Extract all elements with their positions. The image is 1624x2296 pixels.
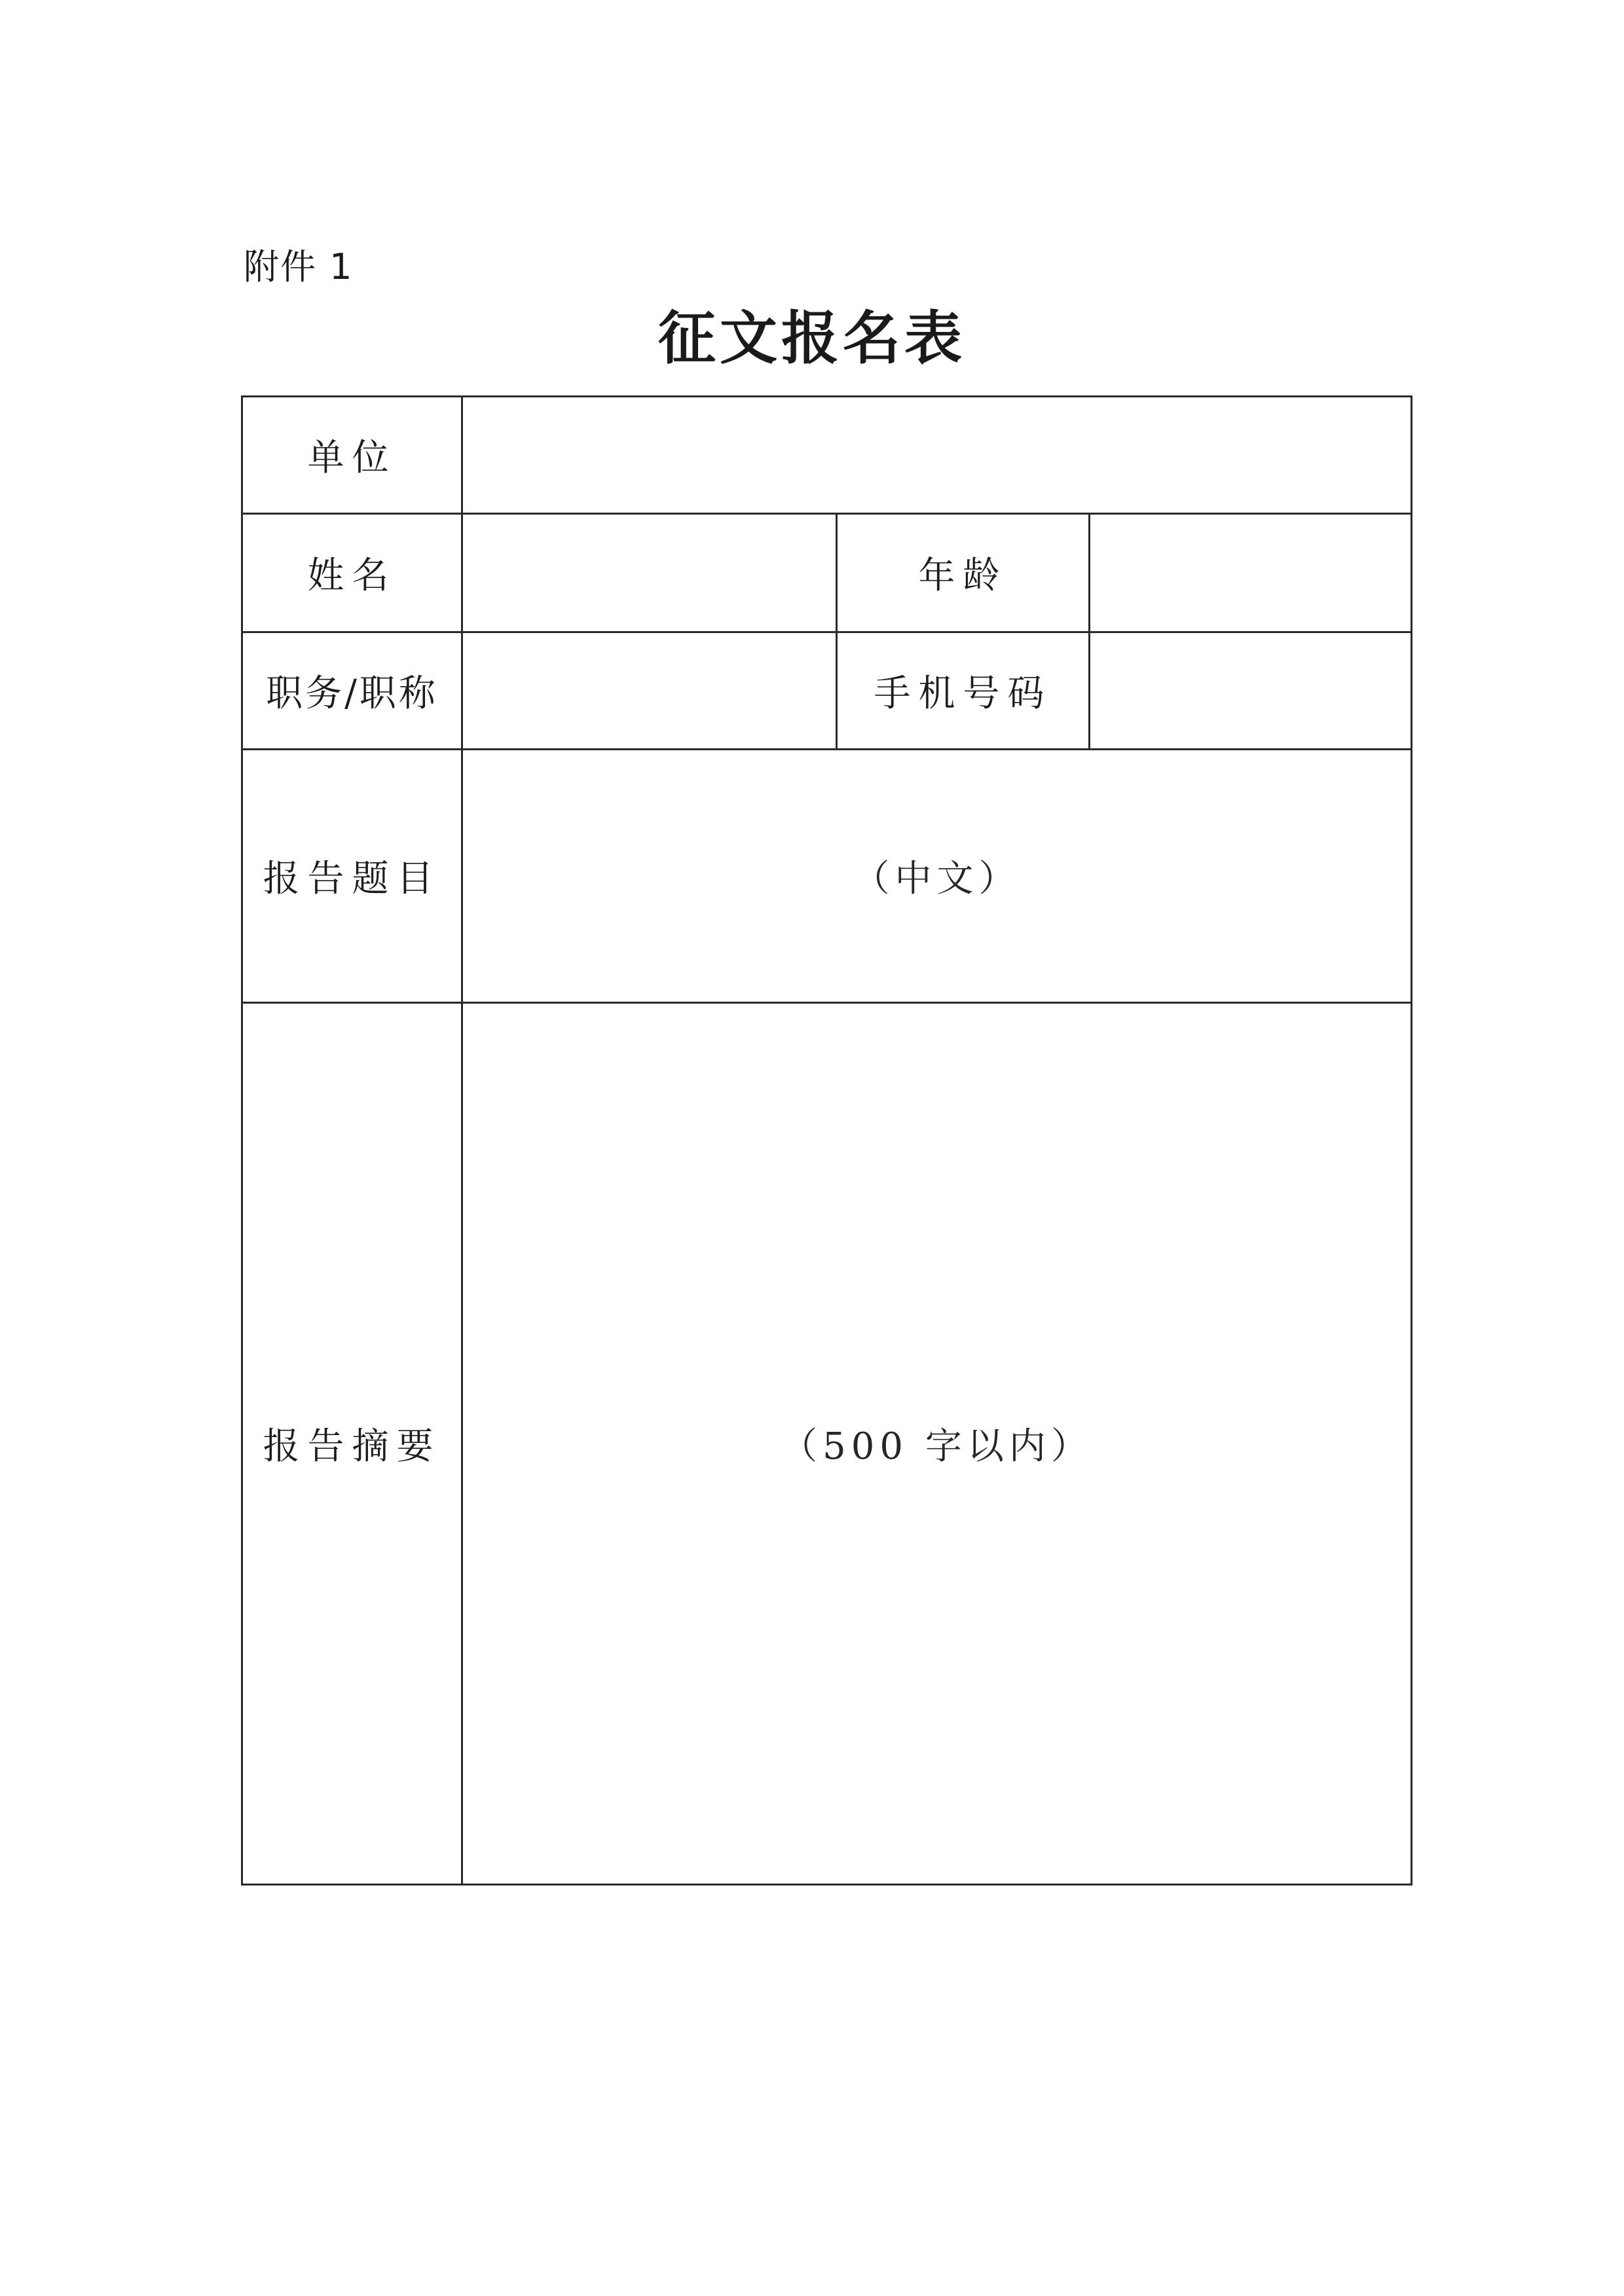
abstract-row: [242, 1003, 1412, 1885]
topic-field[interactable]: [462, 750, 1412, 1003]
attachment-label: 附件 1: [244, 246, 354, 287]
topic-label: 报告题目: [242, 750, 462, 1003]
abstract-label: 报告摘要: [242, 1003, 462, 1885]
abstract-field[interactable]: [462, 1003, 1412, 1885]
phone-field[interactable]: [1090, 632, 1412, 750]
name-field[interactable]: [462, 514, 837, 632]
topic-hint: （中文）: [853, 858, 1021, 900]
topic-row: [242, 750, 1412, 1003]
age-label: 年龄: [837, 514, 1090, 632]
form-title: 征文报名表: [657, 304, 966, 372]
unit-field[interactable]: [462, 397, 1412, 514]
unit-row: [242, 397, 1412, 514]
unit-label: 单位: [242, 397, 462, 514]
age-field[interactable]: [1090, 514, 1412, 632]
name-age-row: [242, 514, 1412, 632]
registration-form-table: [241, 395, 1412, 1886]
position-label: 职务/职称: [242, 632, 462, 750]
name-label: 姓名: [242, 514, 462, 632]
position-phone-row: [242, 632, 1412, 750]
position-field[interactable]: [462, 632, 837, 750]
abstract-hint: （500 字以内）: [781, 1425, 1093, 1468]
phone-label: 手机号码: [837, 632, 1090, 750]
